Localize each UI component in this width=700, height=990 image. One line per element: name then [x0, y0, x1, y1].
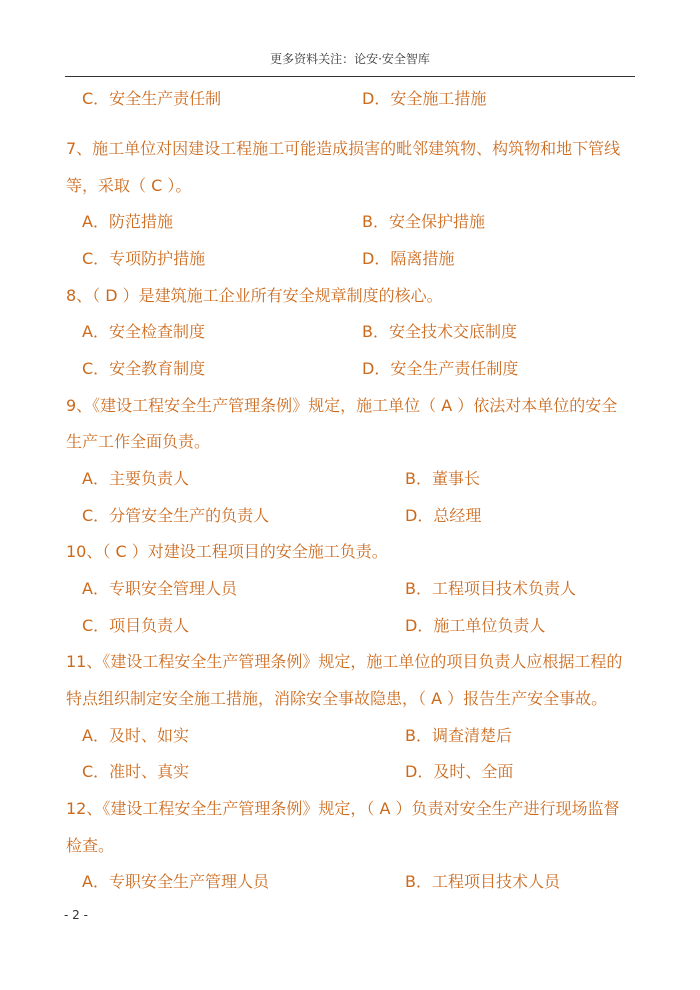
question-8-option-a: A．安全检查制度	[82, 322, 205, 341]
question-9-line-1: 9、《建设工程安全生产管理条例》规定，施工单位（ A ）依法对本单位的安全	[66, 396, 618, 415]
question-7-line-2: 等，采取（ C ）。	[66, 176, 192, 195]
question-11-option-d: D．及时、全面	[405, 762, 514, 781]
question-9-option-b: B．董事长	[405, 469, 480, 488]
option-d: D．安全施工措施	[362, 89, 487, 108]
question-7-option-d: D．隔离措施	[362, 249, 455, 268]
question-10-option-a: A．专职安全管理人员	[82, 579, 237, 598]
question-8-option-d: D．安全生产责任制度	[362, 359, 519, 378]
question-10-option-d: D．施工单位负责人	[405, 616, 546, 635]
question-10-option-b: B．工程项目技术负责人	[405, 579, 576, 598]
question-8-option-c: C．安全教育制度	[82, 359, 206, 378]
question-9-option-d: D．总经理	[405, 506, 482, 525]
header-rule	[65, 76, 635, 77]
question-7-option-c: C．专项防护措施	[82, 249, 206, 268]
page-number: - 2 -	[64, 908, 88, 922]
question-11-option-b: B．调查清楚后	[405, 726, 512, 745]
page-header: 更多资料关注：论安·安全智库	[270, 52, 430, 66]
question-8-option-b: B．安全技术交底制度	[362, 322, 517, 341]
question-10: 10、（ C ）对建设工程项目的安全施工负责。	[66, 542, 388, 561]
question-12-line-1: 12、《建设工程安全生产管理条例》规定，（ A ）负责对安全生产进行现场监督	[66, 799, 620, 818]
question-12-option-a: A．专职安全生产管理人员	[82, 872, 269, 891]
question-12-option-b: B．工程项目技术人员	[405, 872, 560, 891]
question-9-option-a: A．主要负责人	[82, 469, 189, 488]
option-c: C．安全生产责任制	[82, 89, 222, 108]
question-11-option-c: C．准时、真实	[82, 762, 190, 781]
question-7-option-b: B．安全保护措施	[362, 212, 485, 231]
question-7-option-a: A．防范措施	[82, 212, 173, 231]
question-12-line-2: 检查。	[66, 836, 115, 855]
question-11-option-a: A．及时、如实	[82, 726, 189, 745]
question-8: 8、（ D ）是建筑施工企业所有安全规章制度的核心。	[66, 286, 443, 305]
question-11-line-1: 11、《建设工程安全生产管理条例》规定，施工单位的项目负责人应根据工程的	[66, 652, 623, 671]
question-9-option-c: C．分管安全生产的负责人	[82, 506, 270, 525]
question-7-line-1: 7、施工单位对因建设工程施工可能造成损害的毗邻建筑物、构筑物和地下管线	[66, 139, 621, 158]
question-9-line-2: 生产工作全面负责。	[66, 432, 211, 451]
question-10-option-c: C．项目负责人	[82, 616, 190, 635]
question-11-line-2: 特点组织制定安全施工措施，消除安全事故隐患，（ A ）报告生产安全事故。	[66, 689, 608, 708]
